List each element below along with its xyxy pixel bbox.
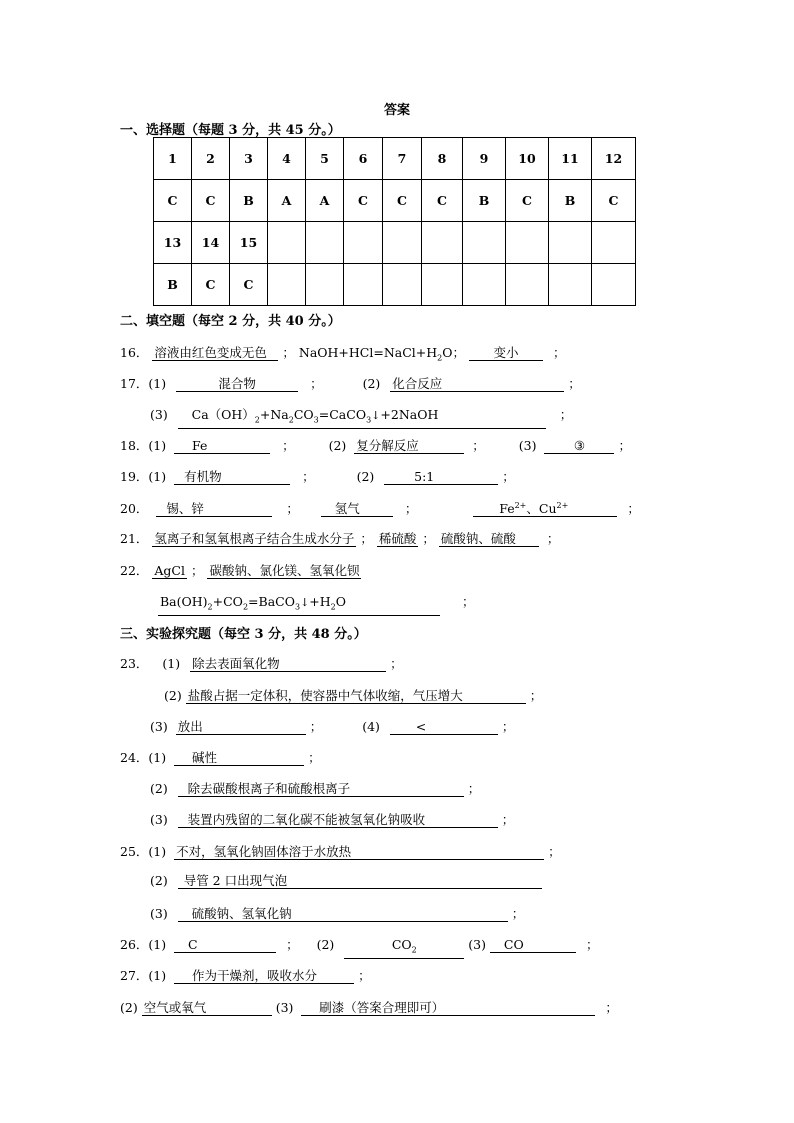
table-cell	[306, 264, 344, 306]
table-cell: 6	[344, 138, 383, 180]
part-label: (3)	[150, 812, 168, 827]
table-cell	[268, 222, 306, 264]
answer-blank: CO	[490, 937, 576, 953]
down-arrow-icon: ↓	[371, 409, 381, 422]
table-cell	[506, 264, 549, 306]
question-22	[120, 561, 361, 579]
separator: ；	[605, 1000, 618, 1015]
question-number: 19．(1)	[120, 469, 167, 484]
separator: ；	[618, 438, 631, 453]
table-cell: C	[230, 264, 268, 306]
answer-blank: 复分解反应	[354, 438, 464, 454]
separator: ；	[282, 438, 295, 453]
answer-equation: $NaOH+HCl=NaCl+H_2O$；	[298, 345, 465, 363]
separator: ；	[568, 376, 581, 391]
separator: ；	[286, 501, 299, 517]
question-number: 24．(1)	[120, 750, 167, 765]
question-26	[120, 935, 598, 959]
question-number: 18．(1)	[120, 438, 167, 453]
table-row	[154, 138, 636, 180]
answer-blank: 盐酸占据一定体积，使容器中气体收缩，气压增大	[186, 688, 526, 704]
answer-blank: $Fe^{2+}$、$Cu^{2+}$	[473, 498, 617, 517]
question-number: 16．	[120, 345, 149, 360]
part-label: (2)	[362, 376, 381, 391]
table-cell: C	[192, 264, 230, 306]
question-17	[120, 374, 581, 392]
table-cell: 7	[383, 138, 422, 180]
answer-blank: 除去表面氧化物	[190, 656, 386, 672]
answer-blank: ③	[544, 438, 614, 454]
answer-blank: 有机物	[174, 469, 290, 485]
answer-blank: 不对，氢氧化钠固体溶于水放热	[174, 844, 544, 860]
part-label: (2)	[356, 469, 375, 484]
table-cell	[463, 264, 506, 306]
question-19	[120, 467, 515, 485]
table-cell: 12	[592, 138, 636, 180]
answer-blank: 放出	[176, 719, 306, 735]
table-cell: A	[268, 180, 306, 222]
answer-blank: 氢离子和氢氧根离子结合生成水分子	[154, 531, 355, 546]
separator: ；	[548, 844, 561, 859]
question-number: 25．(1)	[120, 844, 167, 859]
table-cell: C	[592, 180, 636, 222]
question-25-part2	[150, 873, 542, 889]
separator: ；	[190, 563, 204, 578]
section1-heading: 一、选择题（每题 3 分，共 45 分。）	[120, 123, 341, 138]
question-23-part2	[164, 686, 542, 704]
question-number: 21．	[120, 531, 149, 546]
question-25	[120, 842, 561, 860]
separator: ；	[358, 968, 371, 983]
separator: ；	[360, 531, 373, 546]
part-label: (2)	[150, 781, 168, 796]
table-cell	[592, 264, 636, 306]
table-cell	[383, 222, 422, 264]
answer-equation: $Ba(OH)_2+CO_2=BaCO_3↓+H_2O$	[158, 594, 440, 616]
part-label: (2)	[120, 1000, 138, 1015]
question-23-part3	[150, 717, 514, 735]
part-label: (2)	[328, 438, 347, 453]
table-cell: C	[154, 180, 192, 222]
table-row	[154, 264, 636, 306]
part-label: (2)	[164, 688, 182, 703]
page-title: 答案	[384, 103, 411, 118]
answer-blank: Fe	[174, 438, 270, 454]
separator: ；	[302, 469, 315, 484]
table-cell: 8	[422, 138, 463, 180]
answer-blank: 硫酸钠、硫酸	[439, 531, 539, 547]
answer-blank: 溶液由红色变成无色	[152, 345, 278, 361]
table-cell: 14	[192, 222, 230, 264]
section2-heading: 二、填空题（每空 2 分，共 40 分。）	[120, 314, 341, 329]
part-label: (3)	[150, 719, 168, 734]
separator: ；	[308, 750, 321, 765]
table-cell: C	[422, 180, 463, 222]
part-label: (2)	[316, 937, 335, 952]
question-24-part3	[150, 810, 514, 828]
question-17-part3	[150, 405, 572, 429]
section3-heading: 三、实验探究题（每空 3 分，共 48 分。）	[120, 627, 367, 642]
part-label: (4)	[362, 719, 380, 734]
separator: ；	[627, 501, 640, 517]
question-23	[120, 654, 403, 672]
part-label: (3)	[275, 1000, 294, 1015]
table-cell: 1	[154, 138, 192, 180]
question-number: 27．(1)	[120, 968, 167, 983]
separator: ；	[286, 937, 299, 952]
table-cell: B	[154, 264, 192, 306]
table-row	[154, 222, 636, 264]
table-cell	[344, 222, 383, 264]
table-cell: 4	[268, 138, 306, 180]
separator: ；	[501, 812, 515, 827]
part-label: (3)	[150, 407, 168, 422]
answer-blank: 除去碳酸根离子和硫酸根离子	[178, 781, 464, 797]
answer-blank: AgCl	[154, 563, 185, 578]
question-number: 17．(1)	[120, 376, 167, 391]
separator: ；	[422, 531, 435, 546]
part-label: (2)	[150, 873, 168, 888]
answer-equation: $Ca(OH)_2+Na_2CO_3=CaCO_3↓+2NaOH$	[178, 407, 546, 429]
table-cell: 15	[230, 222, 268, 264]
answer-blank: C	[174, 937, 276, 953]
table-cell	[549, 264, 592, 306]
part-label: (1)	[162, 656, 181, 671]
answer-table	[153, 137, 636, 306]
table-cell	[549, 222, 592, 264]
question-number: 20．	[120, 501, 149, 517]
table-cell	[344, 264, 383, 306]
table-cell	[422, 264, 463, 306]
answer-blank: 变小	[469, 345, 543, 361]
table-cell: 9	[463, 138, 506, 180]
table-cell: 5	[306, 138, 344, 180]
separator: ；	[461, 594, 475, 609]
table-cell: 2	[192, 138, 230, 180]
answer-blank: 硫酸钠、氢氧化钠	[178, 906, 508, 922]
table-cell	[268, 264, 306, 306]
table-cell: A	[306, 180, 344, 222]
question-24	[120, 748, 321, 766]
answer-blank: 锡、锌	[156, 501, 272, 517]
answer-blank: 空气或氧气	[142, 1000, 272, 1016]
separator: ；	[467, 781, 481, 796]
separator: ；	[529, 688, 543, 703]
part-label: (3)	[518, 438, 537, 453]
question-18	[120, 436, 631, 454]
question-25-part3	[150, 904, 524, 922]
question-27-part2	[120, 998, 618, 1016]
table-cell: C	[383, 180, 422, 222]
answer-blank: $CO_2$	[344, 937, 464, 959]
table-cell: B	[549, 180, 592, 222]
part-label: (3)	[150, 906, 168, 921]
answer-blank: 碱性	[174, 750, 304, 766]
separator: ；	[404, 501, 418, 517]
answer-blank: 5:1	[384, 469, 498, 485]
answer-blank: 装置内残留的二氧化碳不能被氢氧化钠吸收	[178, 812, 498, 828]
answer-blank: 化合反应	[390, 376, 564, 392]
separator: ；	[559, 407, 573, 422]
answer-blank: 作为干燥剂，吸收水分	[174, 968, 354, 984]
answer-blank: 碳酸钠、氯化镁、氢氧化钡	[209, 563, 360, 578]
table-cell: 3	[230, 138, 268, 180]
part-label: (3)	[468, 937, 486, 952]
table-row	[154, 180, 636, 222]
separator: ；	[472, 438, 485, 453]
down-arrow-icon: ↓	[300, 596, 310, 609]
table-cell	[592, 222, 636, 264]
table-cell	[463, 222, 506, 264]
table-cell	[383, 264, 422, 306]
question-number: 26．(1)	[120, 937, 167, 952]
table-cell: C	[506, 180, 549, 222]
table-cell: 10	[506, 138, 549, 180]
question-21	[120, 529, 559, 547]
question-24-part2	[150, 779, 480, 797]
answer-blank: 稀硫酸	[378, 531, 417, 546]
table-cell: C	[192, 180, 230, 222]
question-27	[120, 966, 371, 984]
question-number: 23．	[120, 656, 149, 671]
question-16	[120, 343, 565, 363]
separator: ；	[310, 376, 323, 391]
separator: ；	[552, 345, 566, 360]
separator: ；	[585, 937, 599, 952]
table-cell	[306, 222, 344, 264]
separator: ；	[309, 719, 323, 734]
separator: ；	[390, 656, 403, 671]
answer-blank: 刷漆（答案合理即可）	[301, 1000, 595, 1016]
table-cell: B	[463, 180, 506, 222]
answer-blank: 导管 2 口出现气泡	[178, 873, 542, 889]
table-cell: 13	[154, 222, 192, 264]
separator: ；	[282, 345, 295, 360]
answer-blank: 氢气	[321, 501, 393, 517]
table-cell	[506, 222, 549, 264]
question-number: 22．	[120, 563, 149, 578]
table-cell: 11	[549, 138, 592, 180]
separator: ；	[502, 469, 515, 484]
table-cell: B	[230, 180, 268, 222]
question-20	[120, 498, 640, 517]
separator: ；	[546, 531, 560, 546]
question-22-equation	[158, 592, 475, 616]
answer-blank: 混合物	[176, 376, 298, 392]
separator: ；	[501, 719, 515, 734]
separator: ；	[511, 906, 525, 921]
table-cell: C	[344, 180, 383, 222]
table-cell	[422, 222, 463, 264]
answer-blank: <	[390, 719, 498, 735]
